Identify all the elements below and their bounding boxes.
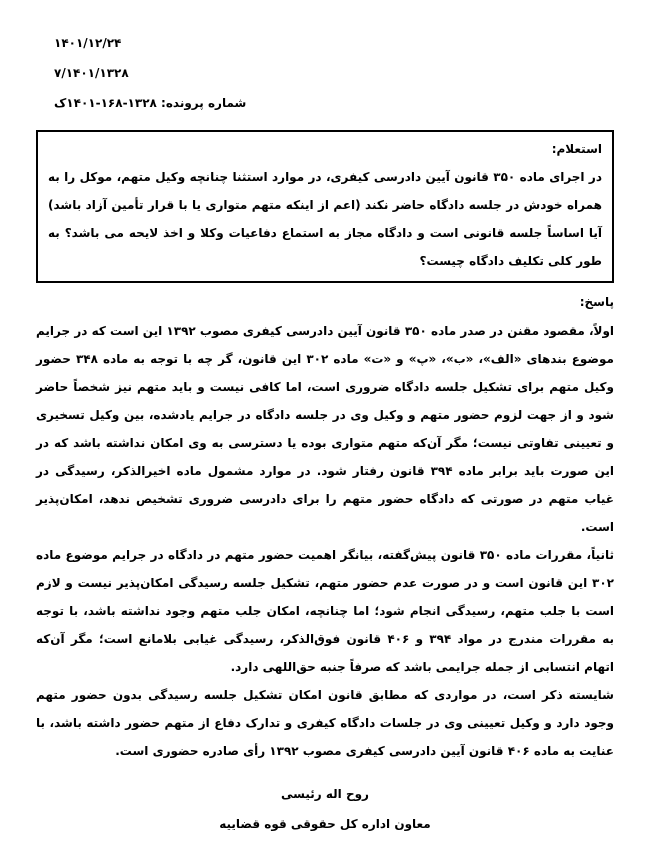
signatory-title: معاون اداره کل حقوقی قوه قضاییه (219, 817, 431, 831)
signature-block (36, 779, 614, 839)
inquiry-box (36, 130, 614, 283)
inquiry-label: استعلام: (551, 142, 602, 156)
reference-number: ۷/۱۴۰۱/۱۳۲۸ (54, 66, 129, 80)
answer-label: پاسخ: (579, 295, 614, 309)
case-number-line (54, 88, 614, 118)
document-date: ۱۴۰۱/۱۲/۲۴ (54, 36, 122, 50)
signatory-name: روح اله رئیسی (281, 787, 369, 801)
answer-paragraph-second: ثانیاً، مقررات ماده ۳۵۰ قانون پیش‌گفته، بیانگر اهمیت حضور متهم در دادگاه در جرایم موضوع ماده ۳۰۲ این قانون است و در صورت عدم حضور متهم، تشکیل جلسه رسیدگی امکان‌پذیر نیست و لازم است با جلب متهم، رسیدگی انجام شود؛ اما چنانچه، امکان جلب متهم وجود نداشته باشد، با توجه به مقررات مندرج در مواد ۳۹۴ و ۴۰۶ قانون فوق‌الذکر، رسیدگی غیابی بلامانع است؛ مگر آن‌که اتهام انتسابی از جمله جرایمی باشد که صرفاً جنبه حق‌اللهی دارد. (36, 548, 614, 674)
answer-body (36, 317, 614, 765)
answer-paragraph-first: اولاً، مقصود مقنن در صدر ماده ۳۵۰ قانون آیین دادرسی کیفری مصوب ۱۳۹۲ این است که در جرایم موضوع بندهای «الف»، «ب»، «پ» و «ت» ماده ۳۰۲ این قانون، گر چه با توجه به ماده ۳۴۸ حضور وکیل متهم برای تشکیل جلسه دادگاه ضروری است، اما کافی نیست و باید متهم نیز شخصاً حاضر شود و از جهت لزوم حضور متهم و وکیل وی در جلسه دادگاه در جرایم یادشده، بین وکیل تسخیری و تعیینی تفاوتی نیست؛ مگر آن‌که متهم متواری بوده یا دسترسی به وی امکان نداشته باشد که در این صورت باید برابر ماده ۳۹۴ قانون رفتار شود. در موارد مشمول ماده اخیرالذکر، رسیدگی در غیاب متهم در صورتی که دادگاه حضور متهم را برای دادرسی ضروری تشخیص ندهد، امکان‌پذیر است. (36, 324, 615, 534)
document-header (54, 28, 614, 118)
answer-paragraph-note: شایسته ذکر است، در مواردی که مطابق قانون امکان تشکیل جلسه رسیدگی بدون حضور متهم وجود دارد و وکیل تعیینی وی در جلسات دادگاه کیفری و تدارک دفاع از متهم حضور داشته باشد، با عنایت به ماده ۴۰۶ قانون آیین دادرسی کیفری مصوب ۱۳۹۲ رأی صادره حضوری است. (36, 688, 614, 758)
inquiry-text: در اجرای ماده ۳۵۰ قانون آیین دادرسی کیفری، در موارد استثنا چنانچه وکیل متهم، موکل را به همراه خودش در جلسه دادگاه حاضر نکند (اعم از اینکه متهم متواری یا با قرار تأمین آزاد باشد) آیا اساساً جلسه قانونی است و دادگاه مجاز به استماع دفاعیات وکلا و اخذ لایحه می باشد؟ به طور کلی تکلیف دادگاه چیست؟ (48, 170, 602, 268)
case-number-value: ۱۳۲۸-۱۶۸-۱۴۰۱ک (54, 96, 157, 110)
case-number-label: شماره پرونده: (161, 96, 247, 110)
